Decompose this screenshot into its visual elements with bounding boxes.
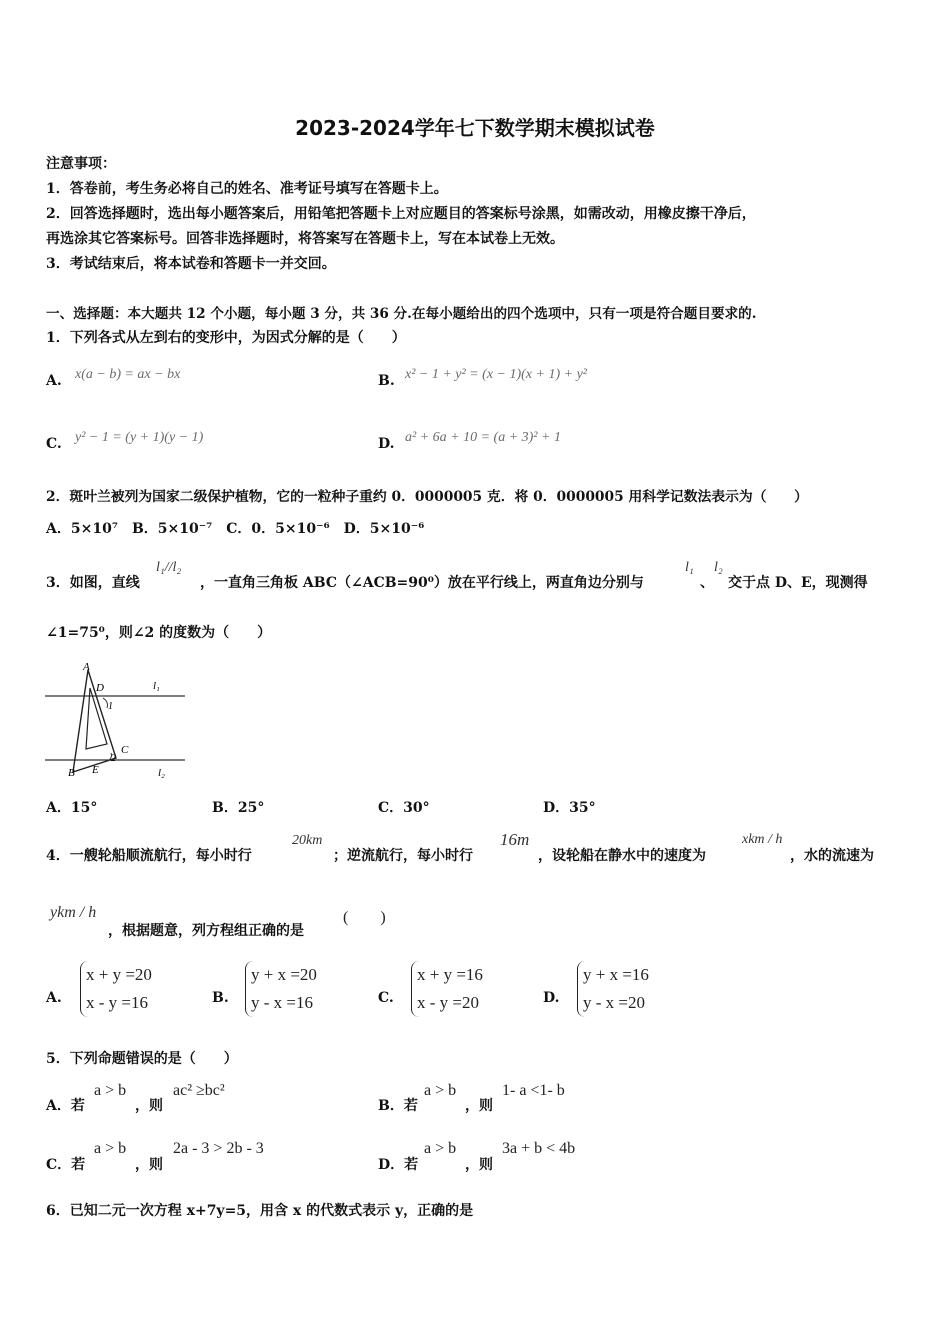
q4-option-d-eq1: y + x =16 <box>583 965 649 984</box>
notice-item-1: 1．答卷前，考生务必将自己的姓名、准考证号填写在答题卡上。 <box>46 181 448 197</box>
q5-option-d-condition: a > b <box>424 1140 457 1157</box>
q3-l1-parallel-l2: l₁//l₂ <box>156 560 182 575</box>
q4-option-b-eq1: y + x =20 <box>251 965 317 984</box>
q3-l1: l₁ <box>685 560 694 575</box>
q5-option-a-label: A．若 <box>46 1098 85 1114</box>
notice-item-3: 3．考试结束后，将本试卷和答题卡一并交回。 <box>46 256 336 272</box>
q4-option-a-eq2: x - y =16 <box>86 993 148 1012</box>
q2-options: A．5×10⁷ B．5×10⁻⁷ C．0．5×10⁻⁶ D．5×10⁻⁶ <box>46 521 425 537</box>
q4-option-b-eq2: y - x =16 <box>251 993 313 1012</box>
q1-option-a: x(a − b) = ax − bx <box>75 367 181 382</box>
q4-option-a-system <box>80 961 152 1017</box>
q5-option-c-label: C．若 <box>46 1157 86 1173</box>
q3-sep: 、 <box>700 575 714 591</box>
q5-option-c-result: 2a - 3 > 2b - 3 <box>173 1140 264 1157</box>
q3-text-2: ，一直角三角板 ABC（∠ACB=90⁰）放在平行线上，两直角边分别与 <box>200 575 644 591</box>
q4-option-d-eq2: y - x =20 <box>583 993 645 1012</box>
notice-item-2: 2．回答选择题时，选出每小题答案后，用铅笔把答题卡上对应题目的答案标号涂黑，如需改动，用橡皮擦干净后， <box>46 206 756 222</box>
q5-option-b-condition: a > b <box>424 1082 457 1099</box>
q4-option-c-system <box>411 961 483 1017</box>
q3-option-d: D．35° <box>543 800 596 816</box>
q4-still-water-speed: xkm / h <box>742 832 783 847</box>
q5-option-a-result: ac² ≥bc² <box>173 1082 225 1099</box>
label-angle-2: 2 <box>111 753 116 764</box>
q3-l2: l₂ <box>714 560 723 575</box>
q4-answer-paren: ( ) <box>343 909 386 926</box>
label-e: E <box>92 764 99 776</box>
label-l2: l₂ <box>158 767 165 779</box>
q3-text-3: 交于点 D、E，现测得 <box>728 575 868 591</box>
q4-option-b-system <box>245 961 317 1017</box>
q1-stem: 1．下列各式从左到右的变形中，为因式分解的是（ ） <box>46 330 406 346</box>
q2-stem: 2．斑叶兰被列为国家二级保护植物，它的一粒种子重约 0．0000005 克．将 0．0000005 用科学记数法表示为（ ） <box>46 489 808 505</box>
q1-option-d: a² + 6a + 10 = (a + 3)² + 1 <box>405 430 561 445</box>
q5-option-b-then: ，则 <box>465 1098 493 1114</box>
q1-option-b-label: B. <box>378 373 395 389</box>
q3-figure <box>40 660 200 785</box>
label-c: C <box>121 744 129 756</box>
q5-option-b-result: 1- a <1- b <box>502 1082 565 1099</box>
q4-current-speed: ykm / h <box>50 904 97 921</box>
q3-option-b: B．25° <box>212 800 265 816</box>
q4-text-2: ；逆流航行，每小时行 <box>333 848 473 864</box>
q4-option-b-label: B. <box>212 990 229 1006</box>
q4-option-c-eq1: x + y =16 <box>417 965 483 984</box>
q1-option-b: x² − 1 + y² = (x − 1)(x + 1) + y² <box>405 367 587 382</box>
q5-option-d-label: D．若 <box>378 1157 419 1173</box>
q3-text-1: 3．如图，直线 <box>46 575 140 591</box>
q5-option-d-then: ，则 <box>465 1157 493 1173</box>
q4-option-c-eq2: x - y =20 <box>417 993 479 1012</box>
q4-option-a-eq1: x + y =20 <box>86 965 152 984</box>
label-b: B <box>68 767 75 779</box>
q5-option-a-condition: a > b <box>94 1082 127 1099</box>
triangle-abc <box>73 670 116 772</box>
q4-text-3: ，设轮船在静水中的速度为 <box>538 848 706 864</box>
q4-text-5: ，根据题意，列方程组正确的是 <box>108 923 304 939</box>
section-heading: 一、选择题：本大题共 12 个小题，每小题 3 分，共 36 分.在每小题给出的四个选项中，只有一项是符合题目要求的. <box>46 306 757 322</box>
q5-option-c-condition: a > b <box>94 1140 127 1157</box>
page-title: 2023-2024学年七下数学期末模拟试卷 <box>295 116 655 140</box>
q1-option-c-label: C. <box>46 436 62 452</box>
q1-option-d-label: D. <box>378 436 395 452</box>
q5-option-c-then: ，则 <box>135 1157 163 1173</box>
angle-1-arc <box>103 698 108 708</box>
label-a: A <box>83 661 90 673</box>
label-d: D <box>96 682 104 694</box>
q1-option-c: y² − 1 = (y + 1)(y − 1) <box>75 430 204 445</box>
label-angle-1: 1 <box>108 701 113 712</box>
notice-heading: 注意事项： <box>46 156 116 172</box>
q3-option-a: A．15° <box>46 800 98 816</box>
q5-option-a-then: ，则 <box>135 1098 163 1114</box>
q5-option-d-result: 3a + b < 4b <box>502 1140 576 1157</box>
label-l1: l₁ <box>153 680 160 692</box>
q4-text-4: ，水的流速为 <box>790 848 874 864</box>
q4-text-1: 4．一艘轮船顺流航行，每小时行 <box>46 848 252 864</box>
q1-option-a-label: A. <box>46 373 62 389</box>
notice-item-2-cont: 再选涂其它答案标号。回答非选择题时，将答案写在答题卡上，写在本试卷上无效。 <box>46 231 564 247</box>
q3-option-c: C．30° <box>378 800 430 816</box>
q4-option-d-label: D. <box>543 990 560 1006</box>
q3-text-line2: ∠1=75⁰，则∠2 的度数为（ ） <box>46 625 272 641</box>
q4-downstream-speed: 20km <box>292 833 323 848</box>
q6-stem: 6．已知二元一次方程 x+7y=5，用含 x 的代数式表示 y，正确的是 <box>46 1203 474 1219</box>
q5-stem: 5．下列命题错误的是（ ） <box>46 1051 238 1067</box>
q5-option-b-label: B．若 <box>378 1098 418 1114</box>
q4-option-c-label: C. <box>378 990 394 1006</box>
q4-option-a-label: A. <box>46 990 62 1006</box>
q4-option-d-system <box>577 961 649 1017</box>
q4-upstream-speed: 16m <box>500 830 530 849</box>
